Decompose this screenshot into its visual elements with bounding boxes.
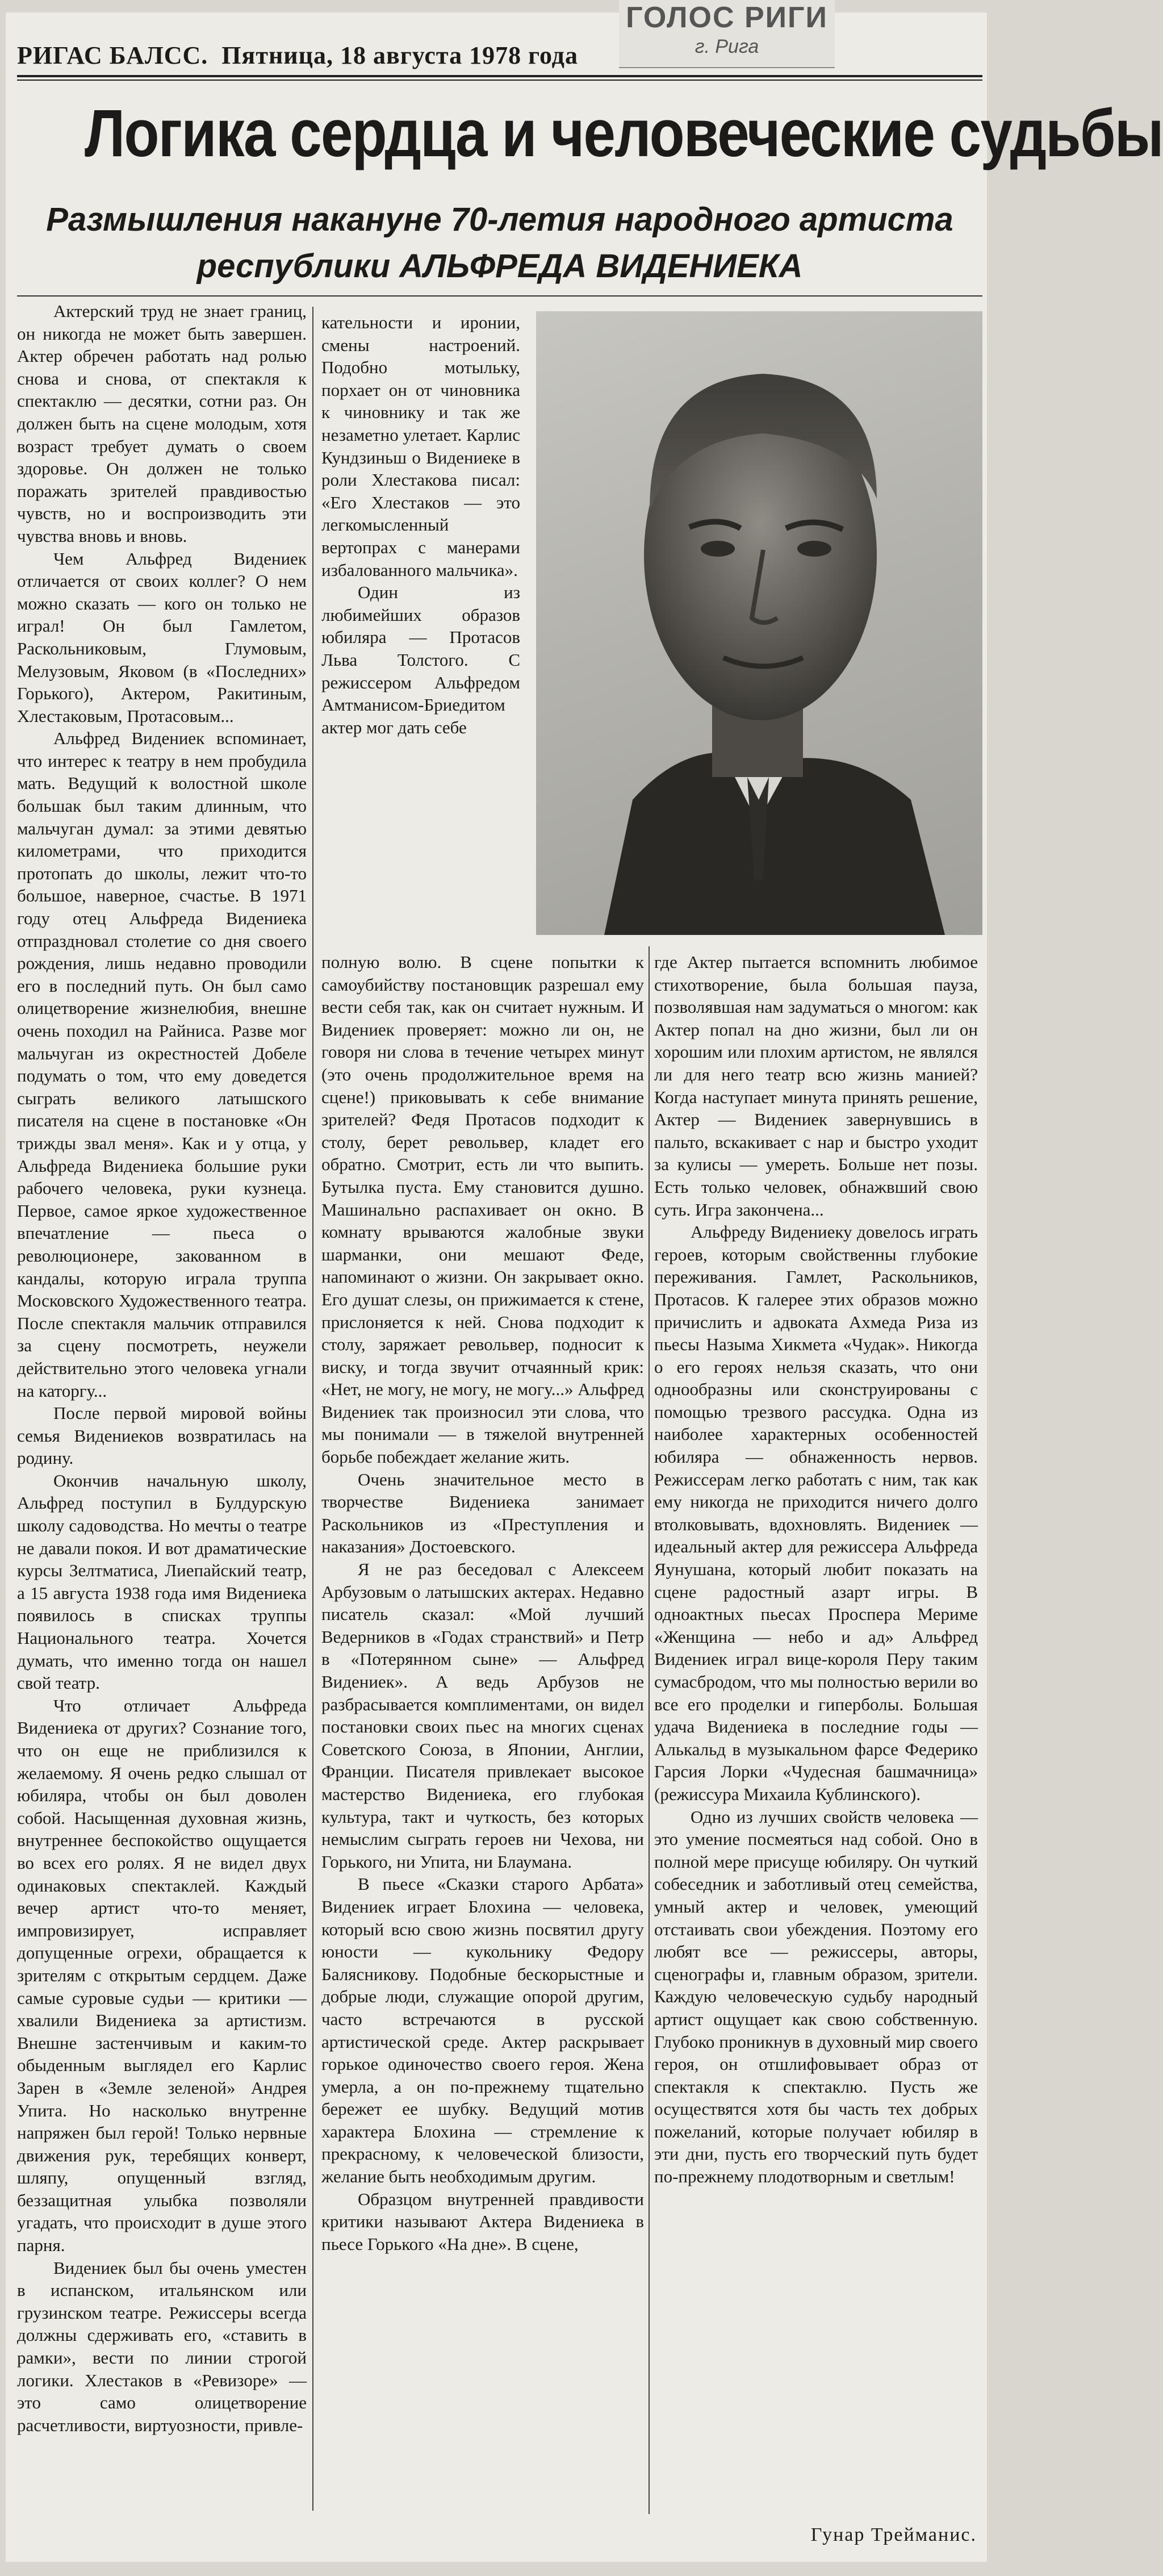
paragraph: Альфреду Видениеку довелось играть героев, которым свойственны глубокие переживания. Гамлет, Раскольников, Протасов. К галерее этих образов можно причислить и адвоката Ахмеда Риза из пьесы Назыма Хикмета «Чудак». Никогда о его героях нельзя сказать, что они однообразны или сконструированы с помощью трезвого рассудка. Одна из наиболее характерных особенностей юбиляра — обнаженность нервов. Режиссерам легко работать с ним, так как ему никогда не приходится ничего долго втолковывать, вдохновлять. Видениек — идеальный актер для режиссера Альфреда Яунушана, который любит показать на сцене радостный азарт игры. В одноактных пьесах Проспера Мериме «Женщина — небо и ад» Альфред Видениек играл вице-короля Перу таким сумасбродом, что мы полностью верили во все его проделки и гиперболы. Большая удача Видениека в последние годы — Алькальд в музыкальном фарсе Федерико Гарсия Лорки «Чудесная башмачница» (режиссура Михаила Кублинского).: [654, 1222, 978, 1804]
masthead: [17, 41, 608, 70]
source-stamp: [619, 0, 835, 68]
paragraph: Очень значительное место в творчестве Видениека занимает Раскольников из «Преступления и наказания» Достоевского.: [321, 1469, 644, 1557]
paragraph: Окончив начальную школу, Альфред поступил в Булдурскую школу садоводства. Но мечты о театре не давали покоя. И вот драматические курсы Зелтматиса, Лиепайский театр, а 15 августа 1938 года имя Видениека появилось в списках труппы Национального театра. Хочется думать, что именно тогда он нашел свой театр.: [17, 1470, 307, 1693]
stamp-city: г. Рига: [695, 36, 759, 57]
paragraph: Чем Альфред Видениек отличается от своих коллег? О нем можно сказать — кого он только не играл! Он был Гамлетом, Раскольниковым, Глумовым, Мелузовым, Яковом (в «Последних» Горького), Актером, Ракитиным, Хлестаковым, Протасовым...: [17, 548, 307, 726]
article-column-3: [321, 951, 644, 2255]
article-column-1: [17, 300, 307, 2436]
headline-rule: [17, 295, 982, 297]
column-divider: [649, 946, 650, 2514]
portrait-photo-icon: [536, 311, 982, 935]
author-signature: Гунар Трейманис.: [810, 2524, 977, 2545]
paragraph: Я не раз беседовал с Алексеем Арбузовым о латышских актерах. Недавно писатель сказал: «Мой лучший Ведерников в «Годах странствий» и Петр в «Потерянном сыне» — Альфред Видениек». А ведь Арбузов не разбрасывается комплиментами, он видел постановки своих пьес на многих сценах Советского Союза, в Японии, Англии, Франции. Писателя привлекает высокое мастерство Видениека, его глубокая культура, такт и чуткость, без которых немыслим сыграть героев ни Чехова, ни Горького, ни Упита, ни Блаумана.: [321, 1559, 644, 1872]
headline: Логика сердца и человеческие судьбы: [85, 96, 1163, 171]
paragraph: кательности и иронии, смены настроений. Подобно мотыльку, порхает он от чиновника к чиновнику и так же незаметно улетает. Карлис Кундзиньш о Видениеке в роли Хлестакова писал: «Его Хлестаков — это легкомысленный вертопрах с манерами избалованного мальчика».: [321, 312, 520, 580]
paragraph: Альфред Видениек вспоминает, что интерес к театру в нем пробудила мать. Ведущий к волостной школе большак был таким длинным, что мальчуган думал: за этими девятью километрами, что приходится протопать до школы, лежит что-то большое, наверное, счастье. В 1971 году отец Альфреда Видениека отпраздновал столетие со дня своего рождения, лишь недавно проводили его в последний путь. Он был само олицетворение жизнелюбия, внешне очень походил на Райниса. Разве мог мальчуган из окрестностей Добеле подумать о том, что ему доведется сыграть великого латышского писателя на сцене в постановке «Он трижды звал меня». Как и у отца, у Альфреда Видениека большие руки рабочего человека, руки кузнеца. Первое, самое яркое художественное впечатление — пьеса о революционере, закованном в кандалы, которую играла труппа Московского Художественного театра. После спектакля мальчик отправился за сцену посмотреть, неужели действительно этого человека угнали на каторгу...: [17, 728, 307, 1401]
paragraph: Образцом внутренней правдивости критики называют Актера Видениека в пьесе Горького «На дне». В сцене,: [321, 2189, 644, 2254]
portrait-photo: [536, 311, 982, 935]
paragraph: Что отличает Альфреда Видениека от других? Сознание того, что он еще не приблизился к желаемому. Я очень редко слышал от юбиляра, чтобы он был доволен собой. Насыщенная духовная жизнь, внутреннее беспокойство ощущается во всех его ролях. Я не видел двух одинаковых спектаклей. Каждый вечер артист что-то меняет, импровизирует, исправляет допущенные огрехи, обращается к зрителям с открытым сердцем. Даже самые суровые судьи — критики — хвалили Видениека за артистизм. Внешне застенчивым и каким-то обыденным выглядел его Карлис Зарен в «Земле зеленой» Андрея Упита. Но насколько внутренне напряжен был герой! Только нервные движения рук, теребящих конверт, шляпу, опущенный взгляд, беззащитная улыбка позволяли угадать, что происходит в душе этого парня.: [17, 1695, 307, 2256]
paragraph: Актерский труд не знает границ, он никогда не может быть завершен. Актер обречен работать над ролью снова и снова, от спектакля к спектаклю — десятки, сотни раз. Он должен быть на сцене молодым, хотя возраст требует думать о своем здоровье. Он должен не только поражать зрителей правдивостью чувств, но и воспроизводить эти чувства вновь и вновь.: [17, 301, 307, 546]
subhead-line-1: Размышления накануне 70-летия народного артиста: [46, 201, 953, 238]
article-column-4: [654, 951, 978, 2188]
paragraph: где Актер пытается вспомнить любимое стихотворение, была большая пауза, позволявшая нам задуматься о многом: как Актер попал на дно жизни, был ли он хорошим или плохим артистом, не являлся ли для него театр всю жизнь манией? Когда наступает минута принять решение, Актер — Видениек завернувшись в пальто, вскакивает с нар и быстро уходит за кулисы — умереть. Больше нет позы. Есть только человек, обнажвший свою суть. Игра закончена...: [654, 952, 978, 1220]
article-column-2: [321, 311, 520, 738]
newspaper-name: РИГАС БАЛСС.: [17, 41, 208, 69]
column-divider: [312, 307, 313, 2511]
stamp-name: ГОЛОС РИГИ: [626, 1, 828, 34]
subhead-line-2: республики АЛЬФРЕДА ВИДЕНИЕКА: [196, 248, 803, 285]
subheadline: [17, 197, 982, 290]
paragraph: Одно из лучших свойств человека — это умение посмеяться над собой. Оно в полной мере присуще юбиляру. Он чуткий собеседник и заботливый отец семейства, умный актер и человек, умеющий отстаивать свои убеждения. Поэтому его любят все — режиссеры, авторы, сценографы и, главным образом, зрители. Каждую человеческую судьбу народный артист ощущает как свою собственную. Глубоко проникнув в духовный мир своего героя, он отшлифовывает образ от спектакля к спектаклю. Пусть же осуществятся хотя бы часть тех добрых пожеланий, которые получает юбиляр в эти дни, пусть его творческий путь будет по-прежнему плодотворным и светлым!: [654, 1806, 978, 2187]
paragraph: После первой мировой войны семья Видениеков возвратилась на родину.: [17, 1403, 307, 1468]
paragraph: Один из любимейших образов юбиляра — Протасов Льва Толстого. С режиссером Альфредом Амтманисом-Бриедитом актер мог дать себе: [321, 582, 520, 737]
masthead-rule-thin: [17, 80, 982, 81]
masthead-rule: [17, 75, 982, 77]
paragraph: В пьесе «Сказки старого Арбата» Видениек играет Блохина — человека, который всю свою жизнь посвятил другу юности — кукольнику Федору Балясникову. Подобные бескорыстные и добрые люди, служащие опорой другим, часто встречаются в русской артистической среде. Актер раскрывает горькое одиночество своего героя. Жена умерла, а он по-прежнему тщательно бережет ее шубку. Ведущий мотив характера Блохина — стремление к прекрасному, к человеческой близости, желание быть необходимым другим.: [321, 1874, 644, 2187]
paragraph: Видениек был бы очень уместен в испанском, итальянском или грузинском театре. Режиссеры всегда должны сдерживать его, «ставить в рамки», вести по линии строгой логики. Хлестаков в «Ревизоре» — это само олицетворение расчетливости, виртуозности, привле-: [17, 2257, 307, 2435]
issue-date: Пятница, 18 августа 1978 года: [221, 41, 578, 69]
paragraph: полную волю. В сцене попытки к самоубийству постановщик разрешал ему вести себя так, как он считает нужным. И Видениек проверяет: можно ли он, не говоря ни слова в течение четырех минут (это очень продолжительное время на сцене!) приковывать к себе внимание зрителей? Федя Протасов подходит к столу, берет револьвер, кладет его обратно. Смотрит, есть ли что выпить. Бутылка пуста. Ему становится душно. Машинально распахивает он окно. В комнату врываются жалобные звуки шарманки, они мешают Феде, напоминают о жизни. Он закрывает окно. Его душат слезы, он прижимается к стене, прислоняется к ней. Снова подходит к столу, заряжает револьвер, подносит к виску, и тогда звучит отчаянный крик: «Нет, не могу, не могу, не могу...» Альфред Видениек так произносил эти слова, что мы понимали — в тяжелой внутренней борьбе побеждает желание жить.: [321, 952, 644, 1467]
